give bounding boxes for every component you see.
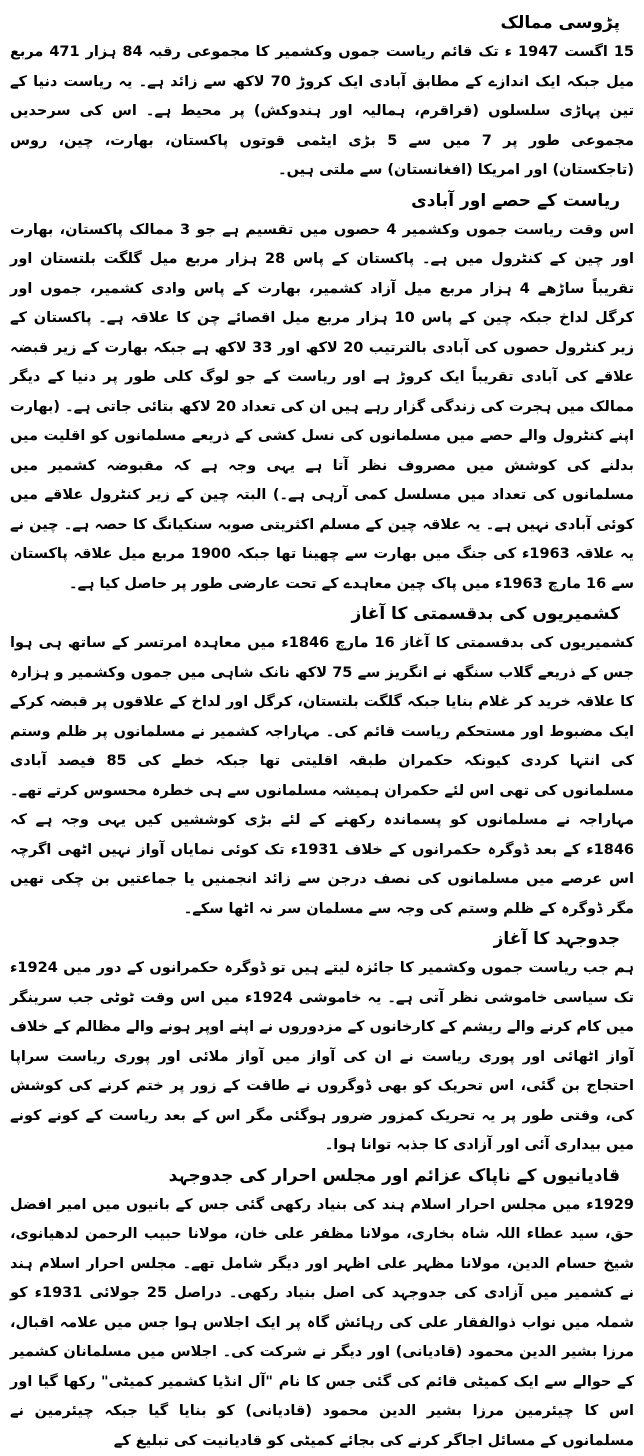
section-heading: پڑوسی ممالک (10, 12, 634, 34)
section-misfortune-beginning (10, 603, 634, 924)
section-paragraph: ہم جب ریاست جموں وکشمیر کا جائزہ لیتے ہیں تو ڈوگرہ حکمرانوں کے دور میں 1924ء تک سیاسی خاموشی نظر آتی ہے۔ یہ خاموشی 1924ء میں اس وقت ٹوٹی جب سرینگر میں کام کرنے والے ریشم کے کارخانوں کے مزدوروں نے اپنے اوپر ہونے والے مظالم کے خلاف آواز اٹھائی اور پوری ریاست نے ان کی آواز میں آواز ملائی اور پوری ریاست سراپا احتجاج بن گئی، اس تحریک کو بھی ڈوگروں نے طاقت کے زور پر ختم کرنے کی کوشش کی، وقتی طور پر یہ تحریک کمزور ضرور ہوگئی مگر اس کے بعد ریاست کے کونے کونے میں بیداری آئی اور آزادی کا جذبہ توانا ہوا۔ (10, 954, 634, 1161)
section-heading: کشمیریوں کی بدقسمتی کا آغاز (10, 603, 634, 625)
section-state-parts-population (10, 190, 634, 600)
section-heading: ریاست کے حصے اور آبادی (10, 190, 634, 212)
section-paragraph: 1929ء میں مجلس احرار اسلام ہند کی بنیاد رکھی گئی جس کے بانیوں میں امیر افضل حق، سید عطاء اللہ شاہ بخاری، مولانا مظفر علی خان، مولانا حبیب الرحمن لدھیانوی، شیخ حسام الدین، مولانا مظہر علی اظہر اور دیگر شامل تھے۔ مجلس احرار اسلام ہند نے کشمیر میں آزادی کی جدوجہد کی اصل بنیاد رکھی۔ دراصل 25 جولائی 1931ء کو شملہ میں نواب ذوالفقار علی کی رہائش گاہ پر ایک اجلاس ہوا جس میں علامہ اقبال، مرزا بشیر الدین محمود (قادیانی) اور دیگر نے شرکت کی۔ اجلاس میں مسلمانان کشمیر کے حوالے سے ایک کمیٹی قائم کی گئی جس کا نام "آل انڈیا کشمیر کمیٹی" رکھا گیا اور اس کا چیئرمین مرزا بشیر الدین محمود (قادیانی) کو بنایا گیا جبکہ چیئرمین نے مسلمانوں کے مسائل اجاگر کرنے کی بجائے کمیٹی کو قادیانیت کی تبلیغ کے (10, 1191, 634, 1456)
section-paragraph: اس وقت ریاست جموں وکشمیر 4 حصوں میں تقسیم ہے جو 3 ممالک پاکستان، بھارت اور چین کے کنٹرول میں ہے۔ پاکستان کے پاس 28 ہزار مربع میل گلگت بلتستان اور تقریباً ساڑھے 4 ہزار مربع میل آزاد کشمیر، بھارت کے پاس وادی کشمیر، جموں اور کرگل لداخ جبکہ چین کے پاس 10 ہزار مربع میل اقصائے چن کا علاقہ ہے۔ پاکستان کے زیر کنٹرول حصوں کی آبادی بالترتیب 20 لاکھ اور 33 لاکھ ہے جبکہ بھارت کے زیر قبضہ علاقے کی آبادی تقریباً ایک کروڑ ہے اور ریاست کے جو لوگ کلی طور پر دنیا کے دیگر ممالک میں ہجرت کی زندگی گزار رہے ہیں ان کی تعداد 20 لاکھ بتائی جاتی ہے۔ (بھارت اپنے کنٹرول والے حصے میں مسلمانوں کی نسل کشی کے ذریعے مسلمانوں کو اقلیت میں بدلنے کی کوشش میں مصروف نظر آتا ہے یہی وجہ ہے کہ مقبوضہ کشمیر میں مسلمانوں کی تعداد میں مسلسل کمی آرہی ہے۔) البتہ چین کے زیر کنٹرول علاقے میں کوئی آبادی نہیں ہے۔ یہ علاقہ چین کے مسلم اکثریتی صوبہ سنکیانگ کا حصہ ہے۔ چین نے یہ علاقہ 1963ء کی جنگ میں بھارت سے چھینا تھا جبکہ 1900 مربع میل علاقہ پاکستان سے 16 مارچ 1963ء میں پاک چین معاہدے کے تحت عارضی طور پر حاصل کیا ہے۔ (10, 216, 634, 600)
section-neighboring-countries (10, 12, 634, 186)
section-paragraph: 15 اگست 1947 ء تک قائم ریاست جموں وکشمیر کا مجموعی رقبہ 84 ہزار 471 مربع میل جبکہ ایک اندازے کے مطابق آبادی ایک کروڑ 70 لاکھ سے زائد ہے۔ یہ ریاست دنیا کے تین پہاڑی سلسلوں (قراقرم، ہمالیہ اور ہندوکش) پر محیط ہے۔ اس کی سرحدیں مجموعی طور پر 7 میں سے 5 بڑی ایٹمی قوتوں پاکستان، بھارت، چین، روس (تاجکستان) اور امریکا (افغانستان) سے ملتی ہیں۔ (10, 38, 634, 186)
section-paragraph: کشمیریوں کی بدقسمتی کا آغاز 16 مارچ 1846ء میں معاہدہ امرتسر کے ساتھ ہی ہوا جس کے ذریعے گلاب سنگھ نے انگریز سے 75 لاکھ نانک شاہی میں جموں وکشمیر و ہزارہ کا علاقہ خرید کر غلام بنایا جبکہ گلگت بلتستان، کرگل اور لداخ کے علاقوں پر قبضہ کرکے ایک مضبوط اور مستحکم ریاست قائم کی۔ مہاراجہ کشمیر نے مسلمانوں پر ظلم وستم کی انتہا کردی کیونکہ حکمران طبقہ اقلیتی تھا جبکہ خطے کی 85 فیصد آبادی مسلمانوں کی تھی اس لئے حکمران ہمیشہ مسلمانوں سے ہی خطرہ محسوس کرتے تھے۔ مہاراجہ نے مسلمانوں کو پسماندہ رکھنے کے لئے بڑی کوششیں کیں یہی وجہ ہے کہ 1846ء کے بعد ڈوگرہ حکمرانوں کے خلاف 1931ء تک کوئی نمایاں آواز نہیں اٹھی اگرچہ اس عرصے میں مسلمانوں کی نصف درجن سے زائد انجمنیں یا جماعتیں بن چکی تھیں مگر ڈوگرہ کے ظلم وستم کی وجہ سے مسلمان سر نہ اٹھا سکے۔ (10, 629, 634, 924)
section-heading: جدوجہد کا آغاز (10, 928, 634, 950)
section-heading: قادیانیوں کے ناپاک عزائم اور مجلس احرار کی جدوجہد (10, 1165, 634, 1187)
section-ahrar-struggle (10, 1165, 634, 1456)
section-struggle-beginning (10, 928, 634, 1161)
